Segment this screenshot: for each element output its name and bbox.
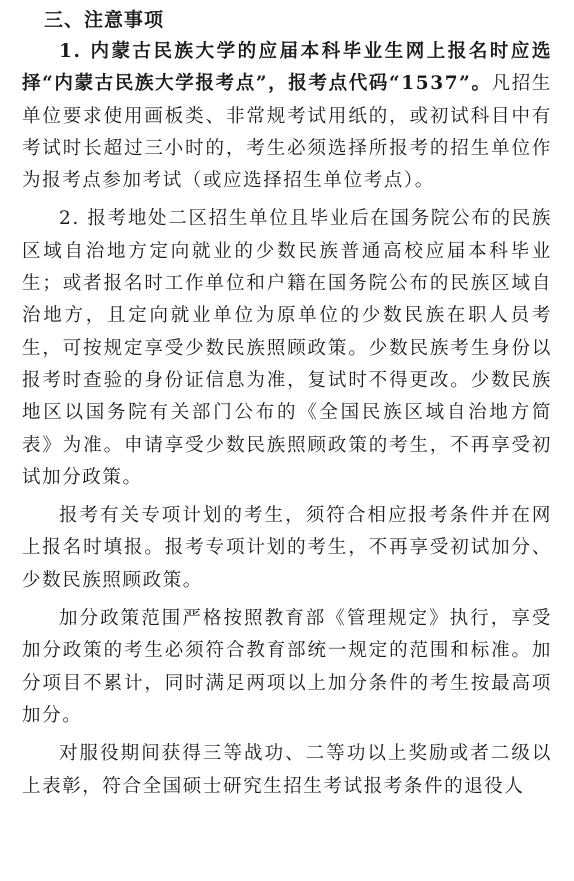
paragraph-4-text: 加分政策范围严格按照教育部《管理规定》执行，享受加分政策的考生必须符合教育部统一规定的范围和标准。加分项目不累计，同时满足两项以上加分条件的考生按最高项加分。	[22, 608, 552, 726]
paragraph-1-bold: 1. 内蒙古民族大学的应届本科毕业生网上报名时应选择“内蒙古民族大学报考点”，报考点代码“1537”。	[22, 41, 552, 95]
paragraph-5	[22, 738, 552, 803]
paragraph-2	[22, 203, 552, 494]
paragraph-1-text: 凡招生单位要求使用画板类、非常规考试用纸的，或初试科目中有考试时长超过三小时的，考生必须选择所报考的招生单位作为报考点参加考试（或应选择招生单位考点）。	[22, 73, 552, 192]
paragraph-2-text: 2. 报考地处二区招生单位且毕业后在国务院公布的民族区域自治地方定向就业的少数民族普通高校应届本科毕业生；或者报名时工作单位和户籍在国务院公布的民族区域自治地方，且定向就业单位为原单位的少数民族在职人员考生，可按规定享受少数民族照顾政策。少数民族考生身份以报考时查验的身份证信息为准，复试时不得更改。少数民族地区以国务院有关部门公布的《全国民族区域自治地方简表》为准。申请享受少数民族照顾政策的考生，不再享受初试加分政策。	[22, 208, 552, 488]
document-page	[22, 4, 552, 809]
paragraph-4	[22, 603, 552, 732]
paragraph-5-text: 对服役期间获得三等战功、二等功以上奖励或者二级以上表彰，符合全国硕士研究生招生考试报考条件的退役人	[22, 743, 552, 797]
section-heading: 三、注意事项	[44, 9, 165, 31]
paragraph-3	[22, 500, 552, 597]
paragraph-3-text: 报考有关专项计划的考生，须符合相应报考条件并在网上报名时填报。报考专项计划的考生，不再享受初试加分、少数民族照顾政策。	[22, 505, 552, 591]
paragraph-1	[22, 36, 552, 197]
